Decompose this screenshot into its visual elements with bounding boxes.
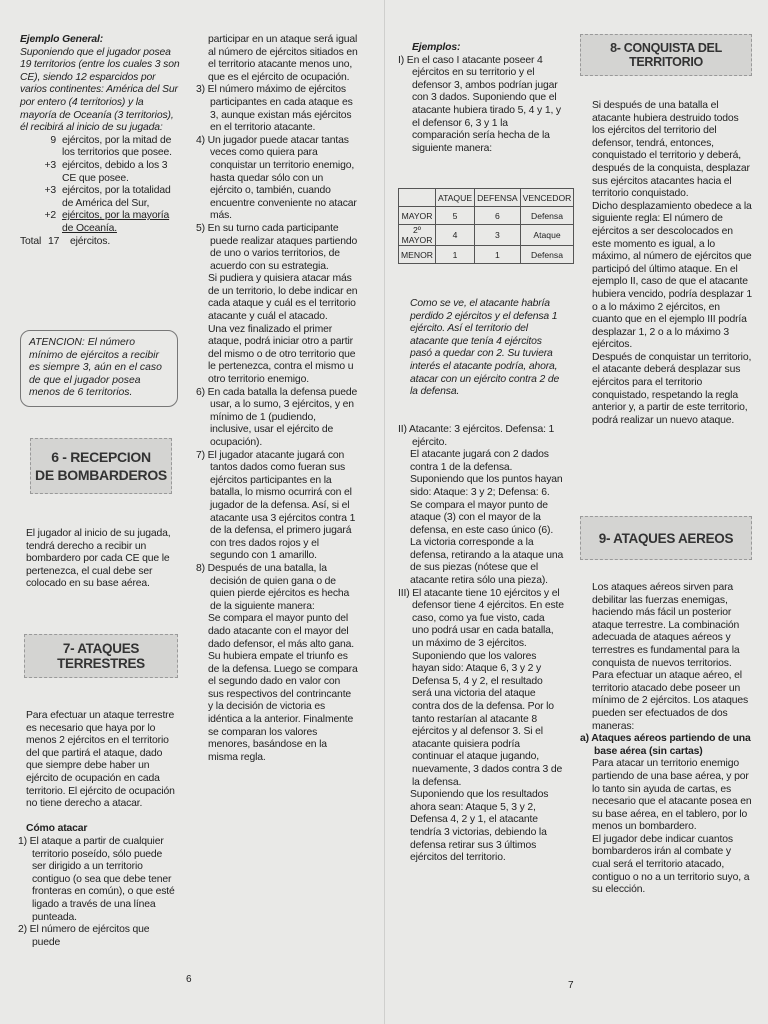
attention-text: ATENCION: El número mínimo de ejércitos a recibir es siempre 3, aún en el caso de que el jugador posea menos de 6 territorios. [29,337,162,399]
rule-5b: Si pudiera y quisiera atacar más de un territorio, lo debe indicar en cada ataque y cuál es el territorio atacante y cuál el atacado. [208,273,358,323]
left-column-2 [196,34,358,764]
page-number-left: 6 [186,974,192,985]
example-intro: Suponiendo que el jugador posea 19 territorios (entre los cuales 3 son CE), siendo 12 esparcidos por varios continentes: América del Sur por entero (4 territorios) y la mayoría de Oceanía (3 territorios), él recibirá al inicio de su jugada: [20,46,180,134]
table-header-row: ATAQUE DEFENSA VENCEDOR [399,189,574,207]
rule-2-continued: participar en un ataque será igual al número de ejércitos sitiados en el territorio atacante menos uno, que es el ejército de ocupación. [208,34,358,83]
rule-8b: Se compara el mayor punto del dado atacante con el mayor del dado defensor, el más alto gana. Su hubiera empate el triunfo es de la defensa. Luego se compara el segundo dado en valor con sus respectivos del contrincante y la decisión de victoria es idéntica a la anterior. Finalmente se comparan los valores menores, basándose en la misma regla. [208,613,358,763]
calc-row: +3 ejércitos, debido a los 3 CE que posee. [44,159,168,184]
right-column-1-lower [398,298,564,865]
right-column-1 [398,42,564,155]
section-9-title: 9- ATAQUES AEREOS [598,530,734,546]
section-9-text: Los ataques aéreos sirven para debilitar las fuerzas enemigas, haciendo más fácil un posterior ataque terrestre. La combinación adecuada de ataques aéreos y terrestres es fundamental para la conquista de nuevos territorios. Para efectuar un ataque aéreo, el territorio atacado debe poseer un mínimo de 2 ejércitos. Los ataques pueden ser efectuados de dos maneras: a) Ataques aéreos partiendo de una base aérea (sin cartas) Para atacar un territorio enemigo partiendo de una base aérea, y por lo tanto sin ayuda de cartas, es necesario que el atacante posea en su base aérea, en el tablero, por lo menos un bombardero. El jugador debe indicar cuantos bombarderos irán al combate y cual será el territorio atacado, contiguo o no a un territorio suyo, a su elección. [580,582,752,896]
left-column-1 [20,34,180,248]
section-6-text: El jugador al inicio de su jugada, tendrá derecho a recibir un bombardero por cada CE que le pertenezca, el cual debe ser colocado en su base aérea. [26,528,171,590]
section-8-title: 8- CONQUISTA DEL TERRITORIO [610,41,722,69]
section-9-subheading: a) Ataques aéreos partiendo de una base aérea (sin cartas) [580,733,751,757]
section-6-banner [30,438,172,494]
example-2a: II) Atacante: 3 ejércitos. Defensa: 1 ejército. [398,423,555,448]
section-7-title: 7- ATAQUES TERRESTRES [57,641,145,671]
example-2b: El atacante jugará con 2 dados contra 1 de la defensa. [410,449,549,473]
attack-table [398,188,574,264]
rule-2-start: 2) El número de ejércitos que puede [18,924,150,948]
example-2d: La victoria corresponde a la defensa, retirando a la ataque una de sus piezas (nótese que el atacante retira sólo una pieza). [410,537,564,587]
example-1: I) En el caso I atacante poseer 4 ejércitos en su territorio y el defensor 3, ambos podrían jugar con 3 dados. Suponiendo que el atacante hubiera tirado 5, 4 y 1, y el defensor 6, 3 y 1 la comparación sería hecha de la siguiente manera: [398,54,561,154]
section-6-title-line1: 6 - RECEPCION [51,449,151,465]
rule-5a: 5) En su turno cada participante puede realizar ataques partiendo de uno o varios territorios, de acuerdo con su estrategia. [196,222,358,272]
calc-row: +3 ejércitos, por la totalidad de América del Sur, [44,185,171,209]
section-7-banner [24,634,178,678]
attention-box [20,330,178,407]
total-row: Total 17 ejércitos. [20,235,111,247]
section-6-title-line2: DE BOMBARDEROS [35,467,167,483]
table-row: MAYOR 5 6 Defensa [399,207,574,225]
table-row: 2º MAYOR 4 3 Ataque [399,225,574,246]
section-9-banner [580,516,752,560]
como-atacar-heading: Cómo atacar [26,823,88,835]
table-row: MENOR 1 1 Defensa [399,246,574,264]
section-8-banner [580,34,752,76]
example-title: Ejemplo General: [20,34,104,45]
example-3b: Suponiendo que los resultados ahora sean: Ataque 5, 3 y 2, Defensa 4, 2 y 1, el atacante tendría 3 victorias, debiendo la defensa retirar sus 3 últimos ejércitos del territorio. [410,789,549,864]
section-7-text: Para efectuar un ataque terrestre es necesario que haya por lo menos 2 ejércitos en el territorio del que partirá el ataque, dado que siempre debe haber un ejército de ocupación en cada territorio. El ejército de ocupación no tiene derecho a atacar. Cómo atacar 1) El ataque a partir de cualquier territorio poseído, sólo puede ser dirigido a un territorio contiguo (o sea que debe tener fronteras en común), o que esté ligado a través de una línea punteada. 2) El número de ejércitos que puede [26,710,178,949]
rule-5c: Una vez finalizado el primer ataque, podrá iniciar otro a partir del mismo o de otro territorio que le pertenezca, contra el mismo u otro territorio enemigo. [208,323,356,386]
section-8-text: Si después de una batalla el atacante hubiera destruido todos los ejércitos del territorio del defensor, tendrá, entonces, conquistado el territorio y deberá, después de la conquista, desplazar sus ejércitos atacantes hacia el territorio conquistado. Dicho desplazamiento obedece a la siguiente regla: El número de ejércitos a ser descolocados en este momento es igual, a lo máximo, al número de ejércitos que participó del último ataque. En el ejemplo II, caso de que el atacante hubiera vencido, podría desplazar 1 o a lo máximo 2 ejércitos, en cuanto que en el ejemplo III podría desplazar 1, 2 o a lo máximo 3 ejércitos. Después de conquistar un territorio, el atacante deberá desplazar sus ejércitos para el territorio conquistado, respetando la regla anterior y, a partir de este territorio, podrá realizar un nuevo ataque. [592,100,752,426]
page-fold [384,0,385,1024]
calc-row: +2 ejércitos, por la mayoría de Oceanía. [44,210,170,234]
example-2c: Suponiendo que los puntos hayan sido: Ataque: 3 y 2; Defensa: 6. Se compara el mayor punto de ataque (3) con el mayor de la defensa, en este caso único (6). [410,474,563,536]
example-3a: III) El atacante tiene 10 ejércitos y el defensor tiene 4 ejércitos. En este caso, como ya fue visto, cada uno podrá usar en cada batalla, un máximo de 3 ejércitos. Suponiendo que los valores hayan sido: Ataque 6, 3 y 2 y Defensa 5, 4 y 2, el resultado será una victoria del ataque contra dos de la defensa. Por lo tanto restarían al atacante 8 ejércitos y al defensor 3. Si el atacante quisiera podría continuar el ataque jugando, nuevamente, 3 dados contra 3 de la defensa. [398,587,564,788]
rule-7: 7) El jugador atacante jugará con tantos dados como fueran sus ejércitos participantes en la batalla, lo mismo ocurrirá con el jugador de la defensa. Así, si el atacante usa 3 ejércitos contra 1 de la defensa, el primero jugará con tres dados rojos y el segundo con 1 amarillo. [196,449,356,562]
example-1-note: Como se ve, el atacante habría perdido 2 ejércitos y el defensa 1 ejército. Así el territorio del atacante que tenía 4 ejércitos pasó a quedar con 2. Su tuviera interés el atacante podría, ahora, atacar con un ejército contra 2 de la defensa. [410,298,560,398]
calc-row: 9 ejércitos, por la mitad de los territorios que posee. [50,134,172,159]
rule-1: 1) El ataque a partir de cualquier territorio poseído, sólo puede ser dirigido a un territorio contiguo (o sea que debe tener fronteras en común), o que esté ligado a través de una línea punteada. [18,835,175,923]
rule-4: 4) Un jugador puede atacar tantas veces como quiera para conquistar un territorio enemigo, hasta quedar sólo con un ejército o, también, cuando encuentre conveniente no atacar más. [196,134,357,222]
rule-8a: 8) Después de una batalla, la decisión de quien gana o de quien pierde ejércitos es hecha de la siguiente manera: [196,562,350,612]
rule-3: 3) El número máximo de ejércitos participantes en cada ataque es 3, aunque existan más ejércitos en el territorio atacante. [196,84,353,134]
examples-title: Ejemplos: [412,42,461,53]
rule-6: 6) En cada batalla la defensa puede usar, a lo sumo, 3 ejércitos, y en mínimo de 1 (pudiendo, inclusive, usar el ejército de ocupación). [196,386,358,448]
page-number-right: 7 [568,980,574,991]
